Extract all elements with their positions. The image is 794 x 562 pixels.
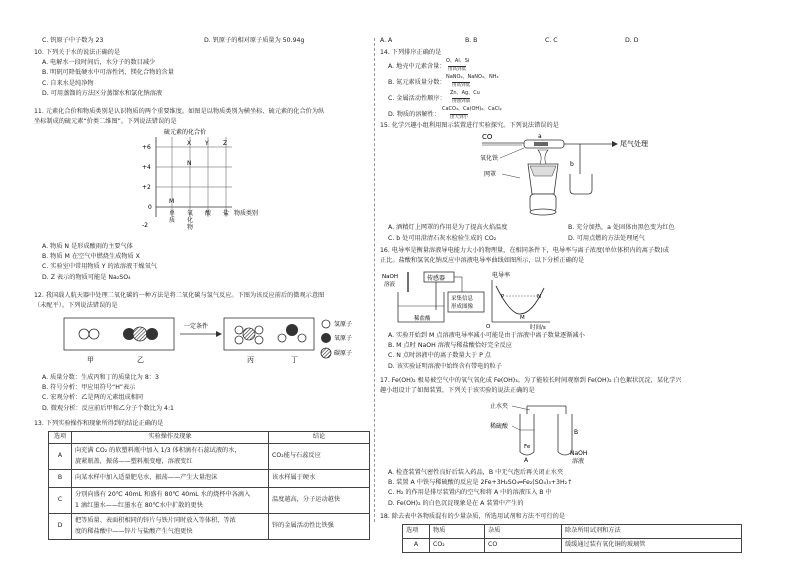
fe-label: Fe — [524, 444, 531, 450]
q10-option-c: C. 自来水是纯净物 — [42, 79, 94, 87]
reaction-arrow-head — [216, 331, 222, 337]
collector-label-1: 采集信息 — [451, 296, 474, 302]
q12-options — [42, 375, 174, 412]
q11 — [34, 109, 324, 125]
point-z: Z — [223, 140, 228, 147]
q18-table-header — [403, 525, 742, 539]
q18-header-option: 选项 — [403, 525, 430, 539]
legend-carbon — [321, 348, 352, 358]
collector-label-2: 形成图像 — [451, 304, 474, 310]
q11-option-c: C. 实验室中常用物质 Y 的浓溶液干燥氧气 — [42, 263, 157, 271]
label-yi: 乙 — [137, 356, 144, 364]
sensor-label: 传感器 — [427, 275, 446, 282]
q13-row-c-conclusion: 温度越高，分子运动越快 — [269, 488, 370, 514]
oxide-leader — [500, 148, 524, 158]
column-divider — [374, 38, 375, 522]
point-n-label: N — [537, 294, 542, 300]
q13-row-c-op-line2: 1 滴红墨水——红墨水在 80℃水中扩散的更快 — [75, 501, 203, 509]
tube-b-label: B — [574, 429, 579, 436]
point-x: X — [187, 140, 192, 147]
q16-option-b: B. M 点时 NaOH 溶液与稀盐酸恰好完全反应 — [388, 342, 512, 350]
q16 — [380, 248, 669, 264]
conductivity-curve — [496, 286, 544, 314]
label-a: a — [538, 133, 542, 140]
q13-header-conclusion: 结论 — [269, 432, 370, 444]
table-row — [49, 470, 370, 488]
reaction-condition: 一定条件 — [184, 323, 209, 330]
legend-hydrogen-label: 氢原子 — [334, 321, 353, 328]
label-jia: 甲 — [87, 356, 94, 364]
q11-options — [42, 244, 157, 281]
q13-row-c-op-line1: 分别向盛有 20℃ 40mL 和盛有 80℃ 40mL 水的烧杯中各滴入 — [75, 491, 251, 499]
q10-option-d: D. 可用蒸馏的方法区分蒸馏水和氯化钠溶液 — [42, 89, 163, 97]
burner — [528, 150, 558, 215]
q11-stem-line1: 11. 元素化合价和物质类别是认识物质的两个重要维度。如图是以物质类别为横坐标、硫元素的化合价为纵 — [34, 108, 325, 115]
co-reduction-apparatus — [480, 130, 670, 222]
q15-option-c: C. b 处可用澄清石灰水检验生成的 CO₂ — [388, 235, 497, 242]
q18-table — [402, 524, 742, 553]
co-label: CO — [482, 133, 493, 141]
q10-option-a: A. 电解水一段时间后，水分子的数目减少 — [42, 59, 156, 67]
chart-y-label: 硫元素的化合价 — [164, 129, 207, 136]
q11-stem-line2: 坐标制成的硫元素“价类二维图”。下列说法错误的是 — [34, 118, 177, 126]
q13-row-c-operation — [72, 488, 269, 514]
q12 — [34, 293, 324, 309]
q13-row-b-conclusion: 该水样属于硬水 — [269, 470, 370, 488]
q16-option-a: A. 实验开始到 M 点溶液电导率减小可能是由于溶液中离子数量逐渐减小 — [388, 332, 585, 339]
q13-row-a-op-line2: 旋紧瓶盖，振荡——塑料瓶变瘪，溶液变红 — [75, 457, 193, 465]
y-tick-minus2: -2 — [142, 222, 148, 229]
acid-label: 稀盐酸 — [414, 316, 431, 322]
q15-option-d: D. 可用点燃的方法处理尾气 — [568, 235, 645, 242]
molecule-bing — [235, 326, 263, 344]
q13-row-d-option: D — [49, 514, 72, 540]
q14-option-c-order: 由强到弱 — [452, 99, 470, 104]
q13-answer-d: D. D — [625, 37, 639, 44]
q16-stem-line1: 16. 电导率是衡量溶液导电能力大小的物理量，在相同条件下，电导率与离子浓度(单位体积内的离子数)成 — [380, 247, 669, 254]
q10-option-b: B. 明矾可降低硬水中可溶性钙、镁化合物的含量 — [42, 69, 174, 77]
q13-row-d-operation — [72, 514, 269, 540]
q13-header-option: 选项 — [49, 432, 72, 444]
q18-header-method: 除杂所用试剂和方法 — [562, 525, 742, 539]
q13-header-operation: 实验操作及现象 — [72, 432, 269, 444]
q13-row-c-option: C — [49, 488, 72, 514]
q13-table-header — [49, 432, 370, 444]
legend-carbon-label: 碳原子 — [334, 350, 353, 357]
naoh-label-2: 溶液 — [384, 282, 396, 288]
q14-option-b-order: 由高到低 — [452, 83, 470, 88]
exhaust-label: 尾气处理 — [620, 140, 648, 148]
q17-options — [388, 470, 572, 507]
legend-oxygen-symbol — [321, 333, 331, 343]
q14-option-a-sequence: O、Al、Si — [446, 58, 470, 64]
q14-option-a-order: 由高到低 — [448, 67, 466, 72]
x-tick-simple-1: 单 — [169, 210, 176, 217]
q17-option-c: C. H₂ 的作用是排尽装置内的空气和将 A 中的溶液压入 B 中 — [388, 489, 552, 497]
q13-row-a-option: A — [49, 444, 72, 470]
q13-table — [48, 431, 370, 540]
naoh-label-1: NaOH — [382, 274, 398, 280]
chart-grid — [156, 137, 232, 217]
q12-option-d: D. 微观分析：反应前后甲和乙分子个数比为 4:1 — [42, 404, 174, 412]
q17 — [380, 378, 682, 394]
valence-class-chart — [132, 127, 282, 235]
conductivity-y-label: 电导率 — [492, 272, 511, 279]
q11-option-d: D. Z 表示的物质可能是 Na₂SO₄ — [42, 273, 131, 281]
q14-option-b-sequence: NaNO₂、NaNO₃、NH₃ — [446, 74, 499, 80]
q16-option-d: D. 该实验证明溶液中始终含有带电的粒子 — [388, 362, 502, 370]
q17-stem-line2: 趣小组设计了如图装置，下列关于该实验的说法正确的是 — [380, 387, 535, 395]
x-category-oxide — [187, 209, 193, 231]
limewater-bottle — [570, 174, 592, 194]
point-m-label: M — [520, 315, 525, 321]
graph-origin: O — [486, 324, 491, 330]
q18-stem: 18. 除去表中各物质混有的少量杂质，所选用试剂和方法不可行的是 — [380, 513, 566, 520]
y-tick-plus2: +2 — [142, 184, 151, 191]
q14-stem: 14. 下列排序正确的是 — [380, 49, 442, 56]
tube-b — [558, 414, 572, 455]
legend-carbon-symbol — [321, 348, 331, 358]
x-tick-simple-2: 质 — [169, 217, 176, 224]
label-b: b — [570, 161, 574, 168]
table-row — [49, 444, 370, 470]
q12-option-b: B. 符号分析：甲应用符号“H”表示 — [42, 384, 136, 392]
table-row — [403, 539, 742, 553]
q10 — [34, 50, 174, 97]
q14-option-d-sequence: CaCO₃、Ca(OH)₂、CaCl₂ — [442, 106, 502, 112]
molecule-jia — [79, 329, 99, 339]
q15-stem: 15. 化学兴趣小组利用图示装置进行实验探究。下列说法错误的是 — [380, 122, 559, 129]
q15-option-a: A. 酒精灯上网罩的作用是为了提高火焰温度 — [388, 224, 508, 231]
clamp-label: 止水夹 — [490, 403, 509, 410]
q14-option-d-order: 由大到小 — [450, 115, 468, 120]
mesh-label: 网罩 — [484, 171, 497, 178]
q13-stem: 13. 下列实验操作和现象所得到的结论正确的是 — [34, 420, 164, 427]
q12-stem-line1: 12. 我国载人航天器中处理二氧化碳的一种方法是将二氧化碳与氢气反应。下图为该反应前后的微观示意图 — [34, 292, 325, 299]
y-tick-plus6: +6 — [142, 144, 151, 151]
dilute-acid-label: 稀硫酸 — [490, 423, 509, 430]
q16-option-c: C. N 点时溶液中的离子数量大于 P 点 — [388, 352, 491, 360]
q13-answer-b: B. B — [465, 37, 478, 44]
q9-option-c: C. 钒原子中子数为 23 — [42, 37, 104, 44]
point-m: M — [169, 198, 175, 205]
naoh-label-1: NaOH — [570, 450, 588, 457]
fe-oh-2-apparatus — [490, 400, 600, 466]
molecule-yi — [123, 327, 158, 341]
q12-option-c: C. 宏观分析：乙是两的元素组成相同 — [42, 394, 144, 402]
q13-row-b-operation: 向某水样中加入适量肥皂水，振荡——产生大量泡沫 — [72, 470, 269, 488]
q13-row-d-op-line2: 度的稀盐酸中——锌片与盐酸产生气泡更快 — [75, 527, 193, 535]
q14-option-b-label: B. 氮元素质量分数： — [388, 79, 446, 86]
legend-hydrogen — [322, 320, 352, 328]
q18-row-a-impurity: CO — [485, 539, 562, 553]
q13-row-d-op-line1: 把等质量、表面积相同的锌片与铁片同时放入等体积、等浓 — [75, 517, 236, 525]
q13-answer-c: C. C — [545, 37, 558, 44]
q14-option-c-sequence: Zn、Ag、Cu — [450, 90, 480, 96]
x-tick-oxide-1: 氧 — [187, 210, 194, 217]
point-n: N — [187, 160, 192, 167]
point-y: Y — [205, 140, 209, 147]
q12-stem-line2: （未配平）。下列说法错误的是 — [34, 302, 118, 310]
conductivity-apparatus — [380, 270, 640, 330]
oxide-label-1: 氧化铁 — [480, 155, 499, 162]
label-bing: 丙 — [247, 356, 254, 364]
x-tick-oxide-3: 物 — [187, 224, 194, 231]
table-row — [49, 514, 370, 540]
legend-hydrogen-symbol — [322, 320, 330, 328]
q14-option-c-label: C. 金属活动性顺序： — [388, 95, 446, 102]
q15-option-b: B. 充分加热，a 处固体由黑色变为红色 — [568, 224, 675, 231]
q13-row-a-conclusion: CO₂能与石蕊反应 — [269, 444, 370, 470]
x-axis-label: 物质类别 — [234, 210, 259, 217]
q18-header-substance: 物质 — [430, 525, 485, 539]
acid-leader — [512, 426, 520, 430]
q17-option-d: D. Fe(OH)₂ 的白色沉淀现象是在 A 装置中产生的 — [388, 499, 524, 507]
q11-option-a: A. 物质 N 是形成酸雨的主要气体 — [42, 243, 133, 250]
q13-row-b-option: B — [49, 470, 72, 488]
q18-row-a-method: 缓缓通过装有氧化铜的玻璃管 — [562, 539, 742, 553]
x-tick-acid: 酸 — [205, 210, 212, 217]
molecule-ding — [278, 324, 306, 342]
q18-row-a-substance: CO₂ — [430, 539, 485, 553]
q11-option-b: B. 物质 M 在空气中燃烧生成物质 X — [42, 253, 140, 261]
q16-stem-line2: 正比。盐酸和氢氧化钠反应中溶液电导率曲线如图所示，以下分析正确的是 — [380, 257, 585, 265]
q17-option-a: A. 检查装置气密性良好后装入药品，B 中无气泡后再关闭止水夹 — [388, 469, 564, 476]
q13-row-a-op-line1: 向充满 CO₂ 的软塑料瓶中加入 1/3 体积滴有石蕊试液的水， — [75, 447, 241, 455]
q10-stem: 10. 下列关于水的说法正确的是 — [34, 49, 121, 56]
y-tick-zero: 0 — [148, 204, 152, 211]
y-tick-plus4: +4 — [142, 164, 151, 171]
naoh-label-2: 溶液 — [572, 458, 585, 465]
q9-option-d: D. 钒原子的相对原子质量为 50.94g — [204, 37, 305, 44]
q13-row-a-operation — [72, 444, 269, 470]
q12-option-a: A. 质量分数：生成丙和丁的质量比为 8：3 — [42, 374, 159, 381]
legend-oxygen — [321, 333, 352, 343]
tube-a-label: A — [524, 457, 529, 464]
q18-header-impurity: 杂质 — [485, 525, 562, 539]
x-tick-oxide-2: 化 — [187, 217, 194, 224]
q16-options — [388, 333, 585, 370]
q17-option-b: B. 装置 A 中铁与稀硫酸的反应是 2Fe+3H₂SO₄═Fe₂(SO₄)₃+3H₂↑ — [388, 479, 573, 487]
point-p-label: P — [501, 294, 505, 300]
oxide-sample — [534, 142, 548, 146]
x-tick-salt: 盐 — [223, 210, 230, 217]
graph-x-label: 时间/s — [530, 325, 546, 330]
label-ding: 丁 — [291, 356, 298, 364]
x-category-simple — [169, 209, 175, 224]
q18-row-a-option: A — [403, 539, 430, 553]
exhaust-arrow — [612, 141, 618, 147]
reaction-diagram — [54, 316, 374, 368]
q13-answer-a: A. A — [380, 37, 393, 44]
q14-option-a-label: A. 地壳中元素含量： — [388, 63, 446, 70]
mesh-leader — [502, 174, 520, 178]
legend-oxygen-label: 氧原子 — [334, 335, 353, 342]
q13-row-d-conclusion: 锌的金属活动性比铁强 — [269, 514, 370, 540]
q14-option-d-label: D. 物质的溶解性： — [388, 111, 441, 118]
table-row — [49, 488, 370, 514]
q17-stem-line1: 17. Fe(OH)₂ 极易被空气中的氧气氧化成 Fe(OH)₃。为了能较长时间观察到 Fe(OH)₂ 白色絮状沉淀，某化学兴 — [380, 377, 682, 384]
